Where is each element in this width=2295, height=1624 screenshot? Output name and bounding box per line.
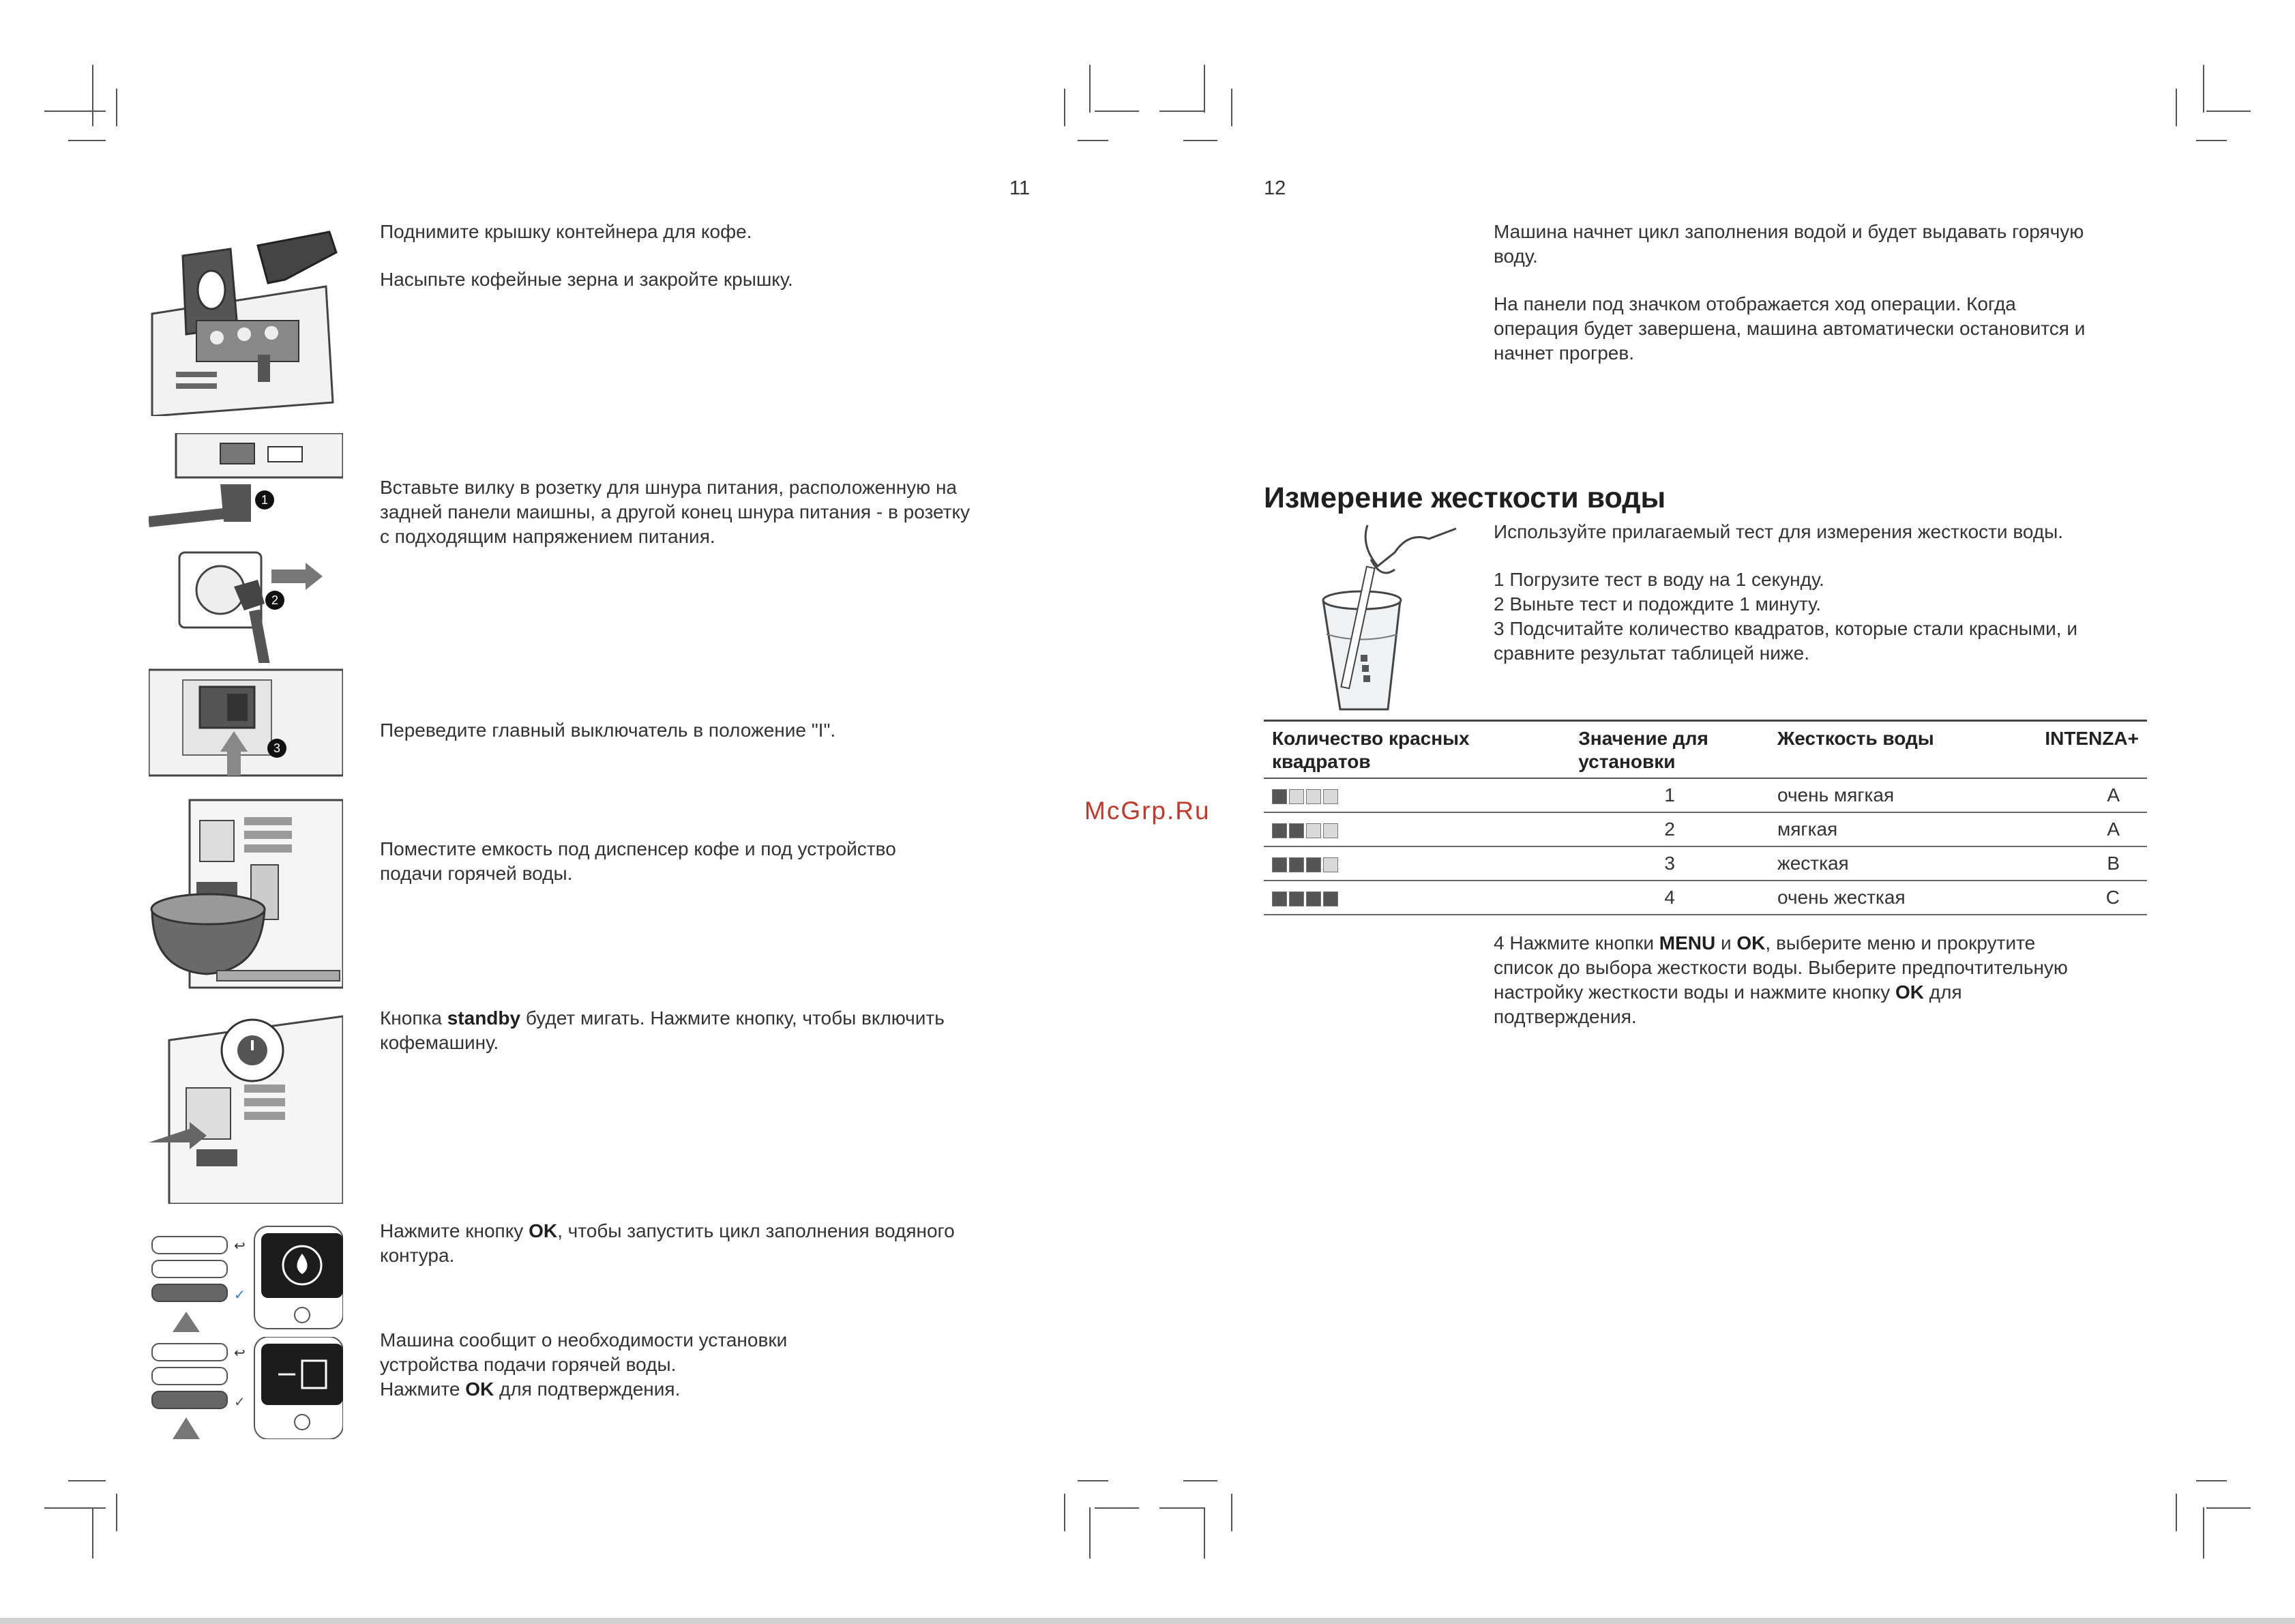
- step-plug-line-1: Вставьте вилку в розетку для шнура питания, расположенную на: [380, 477, 957, 498]
- red-squares-indicator: [1264, 778, 1570, 812]
- setting-value: 4: [1570, 881, 1769, 915]
- marker-1: 1: [261, 493, 269, 507]
- header-hardness: Жесткость воды: [1769, 721, 2035, 779]
- section-title: Измерение жесткости воды: [1264, 482, 1666, 514]
- red-squares-indicator: [1264, 881, 1570, 915]
- hardness-value: мягкая: [1769, 812, 2035, 846]
- step-container-line-2: подачи горячей воды.: [380, 863, 573, 884]
- power-plug-illustration: [149, 433, 343, 665]
- step-plug-line-2: задней панели маишны, а другой конец шнура питания - в розетку: [380, 501, 971, 522]
- header-intenza: INTENZA+: [2035, 721, 2147, 779]
- watermark: McGrp.Ru: [1084, 797, 1211, 825]
- step-1-text: [380, 220, 793, 292]
- svg-text:✓: ✓: [234, 1393, 246, 1410]
- step-plug-line-3: с подходящим напряжением питания.: [380, 526, 715, 547]
- hardness-value: очень жесткая: [1769, 881, 2035, 915]
- step-7-text: [380, 1328, 787, 1402]
- water-test-strip-illustration: [1313, 518, 1463, 713]
- table-row: [1264, 881, 2147, 915]
- final-line-3: настройку жесткости воды и нажмите кнопку OK для: [1494, 981, 1962, 1003]
- progress-line-3: начнет прогрев.: [1494, 342, 1635, 364]
- step-container-line-1: Поместите емкость под диспенсер кофе и под устройство: [380, 838, 896, 859]
- hardness-value: жесткая: [1769, 846, 2035, 881]
- marker-2: 2: [271, 593, 279, 607]
- test-step-3-cont: сравните результат таблицей ниже.: [1494, 643, 1809, 664]
- red-squares-indicator: [1264, 812, 1570, 846]
- setting-value: 2: [1570, 812, 1769, 846]
- page-number-left: 11: [1009, 177, 1031, 199]
- step-standby-line-2: кофемашину.: [380, 1032, 499, 1053]
- intenza-value: A: [2035, 812, 2147, 846]
- control-panel-hot-water-illustration: [149, 1337, 343, 1439]
- table-row: [1264, 812, 2147, 846]
- test-step-2: 2 Выньте тест и подождите 1 минуту.: [1494, 593, 1822, 615]
- page-number-right: 12: [1264, 177, 1286, 199]
- step-5-text: [380, 1006, 945, 1055]
- control-panel-water-drop-illustration: [149, 1223, 343, 1332]
- intenza-value: B: [2035, 846, 2147, 881]
- svg-text:✓: ✓: [234, 1286, 246, 1303]
- marker-3: 3: [273, 741, 281, 755]
- final-line-4: подтверждения.: [1494, 1006, 1637, 1027]
- red-squares-indicator: [1264, 846, 1570, 881]
- test-step-3: 3 Подсчитайте количество квадратов, которые стали красными, и: [1494, 618, 2077, 639]
- step-standby-line-1: Кнопка standby будет мигать. Нажмите кнопку, чтобы включить: [380, 1007, 945, 1029]
- progress-line-1: На панели под значком отображается ход операции. Когда: [1494, 293, 2016, 314]
- bottom-edge: [0, 1618, 2295, 1624]
- test-instructions: [1494, 520, 2077, 666]
- intenza-value: A: [2035, 778, 2147, 812]
- step-6-text: [380, 1219, 955, 1268]
- hardness-value: очень мягкая: [1769, 778, 2035, 812]
- step-2-text: [380, 475, 970, 549]
- step-fill-beans: Насыпьте кофейные зерна и закройте крышку.: [380, 269, 793, 290]
- intro-line-2: воду.: [1494, 246, 1538, 267]
- table-row: [1264, 778, 2147, 812]
- main-switch-illustration: [149, 663, 343, 779]
- step-install-line-2: устройства подачи горячей воды.: [380, 1354, 677, 1375]
- setting-value: 3: [1570, 846, 1769, 881]
- standby-button-illustration: [149, 1013, 343, 1204]
- step-3-text: [380, 718, 835, 743]
- test-intro: Используйте прилагаемый тест для измерения жесткости воды.: [1494, 521, 2064, 542]
- svg-text:↩: ↩: [234, 1344, 246, 1361]
- intenza-value: C: [2035, 881, 2147, 915]
- step-ok-line-1: Нажмите кнопку OK, чтобы запустить цикл заполнения водяного: [380, 1220, 955, 1241]
- container-under-dispenser-illustration: [149, 797, 343, 991]
- svg-text:↩: ↩: [234, 1237, 246, 1254]
- progress-line-2: операция будет завершена, машина автоматически остановится и: [1494, 318, 2086, 339]
- header-setting: Значение для установки: [1570, 721, 1769, 779]
- table-header-row: [1264, 721, 2147, 779]
- coffee-bean-container-illustration: [149, 225, 343, 416]
- step-4-text: [380, 837, 896, 886]
- final-line-2: список до выбора жесткости воды. Выберите предпочтительную: [1494, 957, 2068, 978]
- intro-text: [1494, 220, 2085, 366]
- water-hardness-table: [1264, 720, 2147, 915]
- step-install-line-1: Машина сообщит о необходимости установки: [380, 1329, 788, 1350]
- step-install-line-3: Нажмите OK для подтверждения.: [380, 1378, 681, 1400]
- final-line-1: 4 Нажмите кнопки MENU и OK, выберите меню и прокрутите: [1494, 932, 2036, 954]
- header-red-squares: Количество красных квадратов: [1264, 721, 1570, 779]
- setting-value: 1: [1570, 778, 1769, 812]
- table-row: [1264, 846, 2147, 881]
- step-main-switch: Переведите главный выключатель в положение "I".: [380, 720, 836, 741]
- step-lift-lid: Поднимите крышку контейнера для кофе.: [380, 221, 752, 242]
- test-step-1: 1 Погрузите тест в воду на 1 секунду.: [1494, 569, 1824, 590]
- step-ok-line-2: контура.: [380, 1245, 455, 1266]
- intro-line-1: Машина начнет цикл заполнения водой и будет выдавать горячую: [1494, 221, 2084, 242]
- final-instructions: [1494, 931, 2068, 1029]
